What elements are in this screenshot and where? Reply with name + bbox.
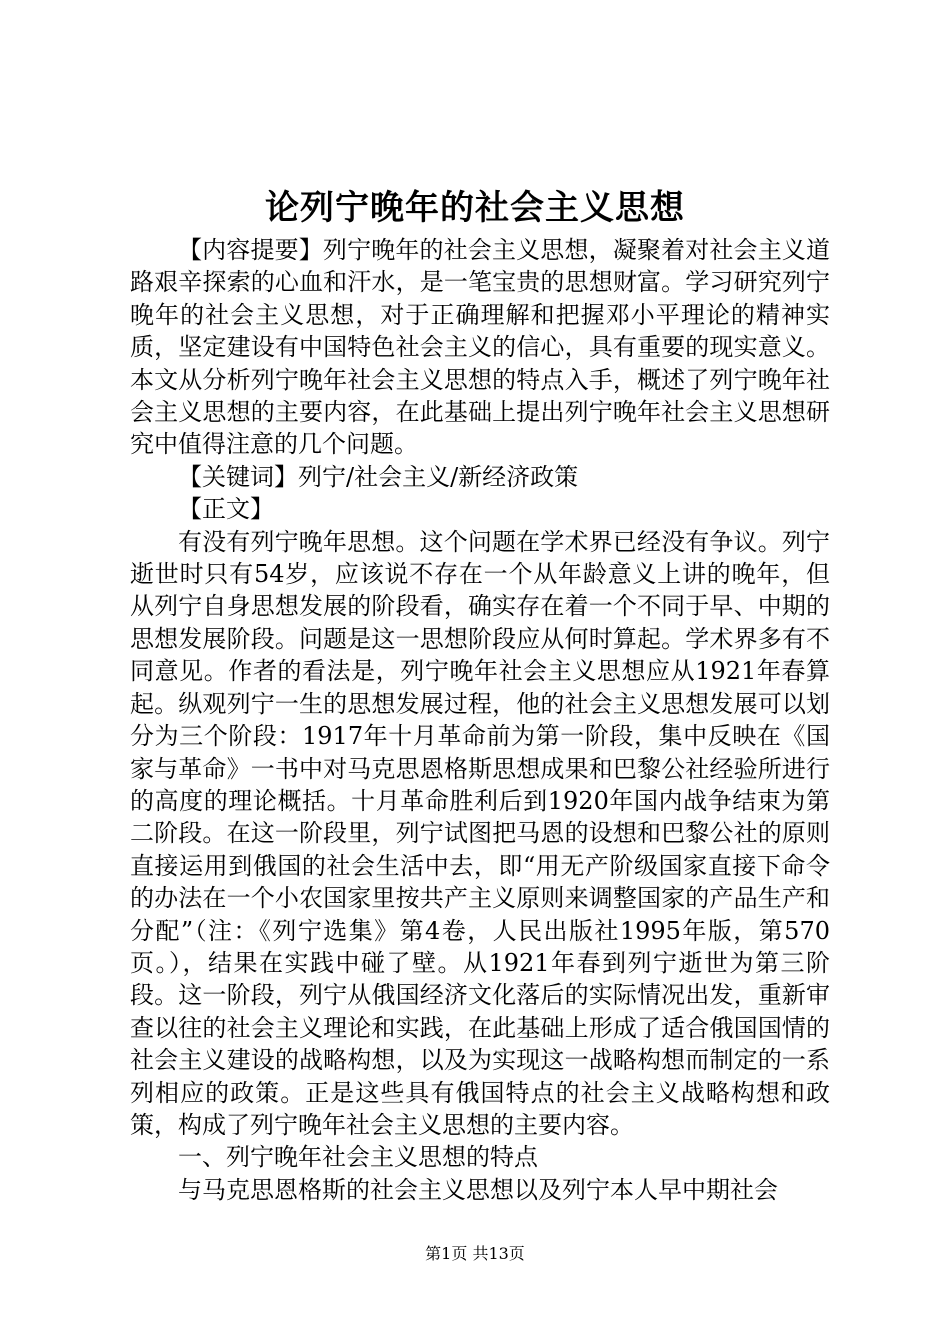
document-title: 论列宁晚年的社会主义思想 [265, 188, 685, 228]
body-paragraph: 有没有列宁晚年思想。这个问题在学术界已经没有争议。列宁逝世时只有54岁，应该说不存在一个从年龄意义上讲的晚年，但从列宁自身思想发展的阶段看，确实存在着一个不同于早、中期的思想发展阶段。问题是这一思想阶段应从何时算起。学术界多有不同意见。作者的看法是，列宁晚年社会主义思想应从1921年春算起。纵观列宁一生的思想发展过程，他的社会主义思想发展可以划分为三个阶段：1917年十月革命前为第一阶段，集中反映在《国家与革命》一书中对马克思恩格斯思想成果和巴黎公社经验所进行的高度的理论概括。十月革命胜利后到1920年国内战争结束为第二阶段。在这一阶段里，列宁试图把马恩的设想和巴黎公社的原则直接运用到俄国的社会生活中去，即“用无产阶级国家直接下命令的办法在一个小农国家里按共产主义原则来调整国家的产品生产和分配”（注：《列宁选集》第4卷，人民出版社1995年版，第570页。），结果在实践中碰了壁。从1921年春到列宁逝世为第三阶段。这一阶段，列宁从俄国经济文化落后的实际情况出发，重新审查以往的社会主义理论和实践，在此基础上形成了适合俄国国情的社会主义建设的战略构想，以及为实现这一战略构想而制定的一系列相应的政策。正是这些具有俄国特点的社会主义战略构想和政策，构成了列宁晚年社会主义思想的主要内容。 [130, 527, 830, 1139]
document-body [130, 234, 830, 1206]
page-footer: 第1页 共13页 [425, 1244, 525, 1263]
section-heading: 一、列宁晚年社会主义思想的特点 [178, 1143, 538, 1172]
abstract-paragraph: 【内容提要】列宁晚年的社会主义思想，凝聚着对社会主义道路艰辛探索的心血和汗水，是一笔宝贵的思想财富。学习研究列宁晚年的社会主义思想，对于正确理解和把握邓小平理论的精神实质，坚定建设有中国特色社会主义的信心，具有重要的现实意义。本文从分析列宁晚年社会主义思想的特点入手，概述了列宁晚年社会主义思想的主要内容，在此基础上提出列宁晚年社会主义思想研究中值得注意的几个问题。 [130, 236, 830, 459]
body-paragraph-continued: 与马克思恩格斯的社会主义思想以及列宁本人早中期社会 [178, 1175, 778, 1204]
keywords-line: 【关键词】列宁/社会主义/新经济政策 [178, 462, 579, 491]
body-label: 【正文】 [178, 495, 274, 524]
